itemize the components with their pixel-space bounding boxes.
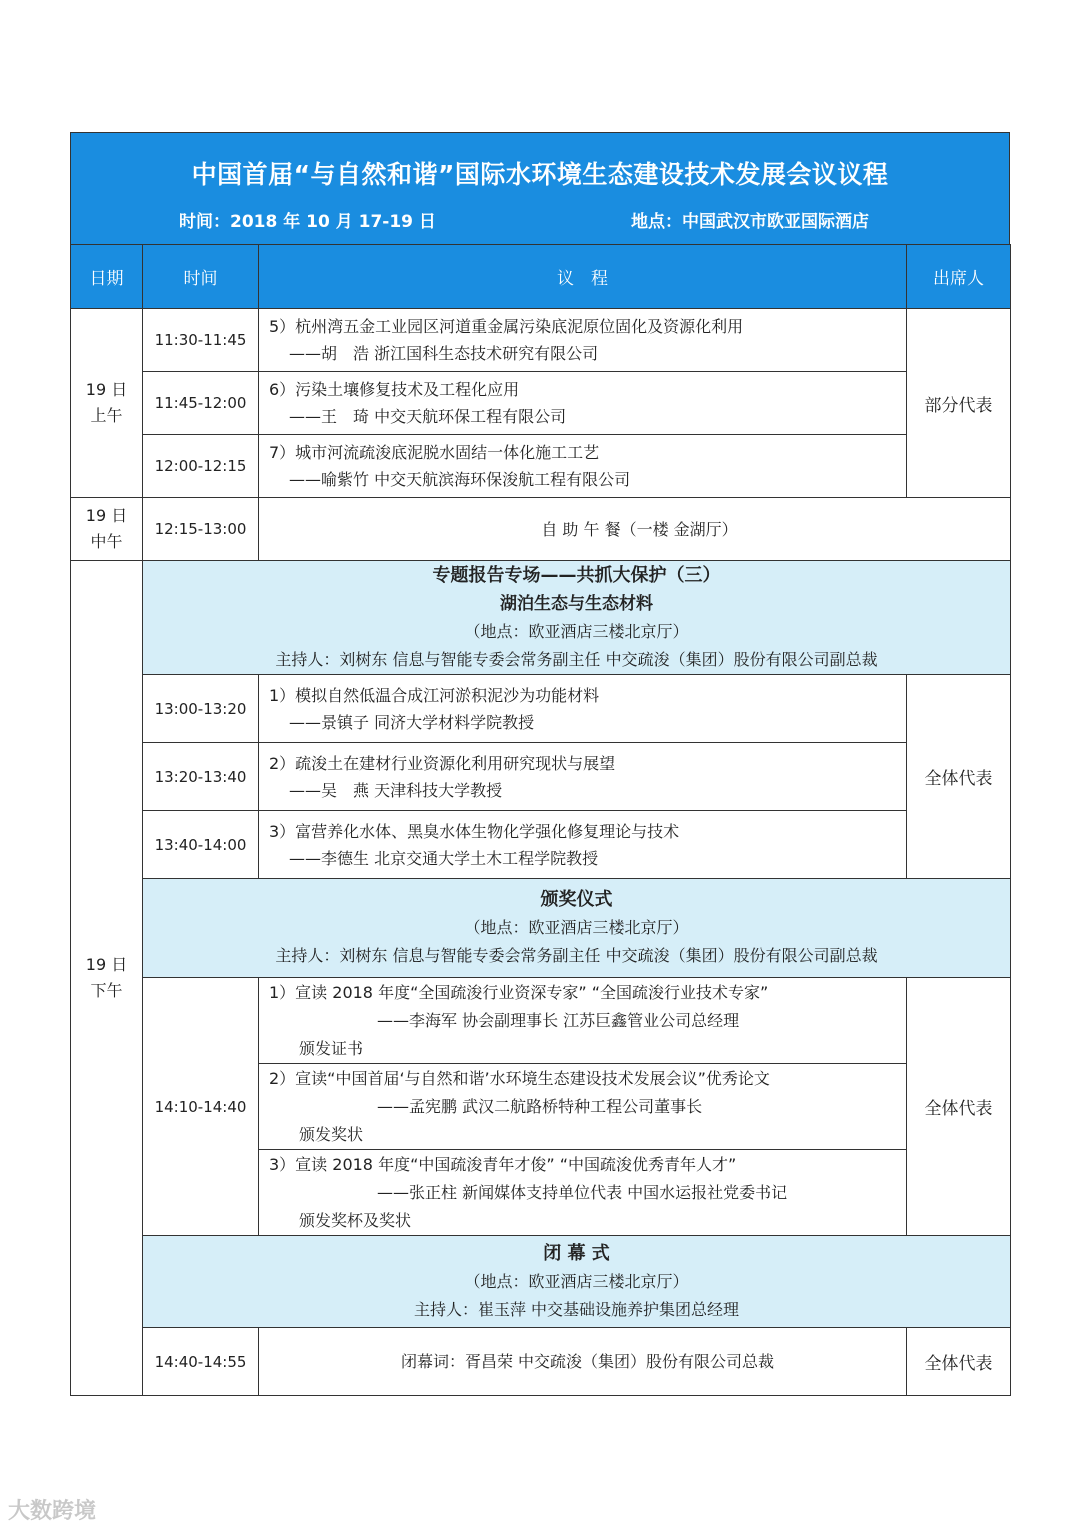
- date-cell-morning: 19 日 上午: [71, 309, 143, 498]
- time-cell: 14:10-14:40: [143, 978, 259, 1236]
- agenda-cell: 1）宣读 2018 年度“全国疏浚行业资深专家” “全国疏浚行业技术专家” ——李海军 协会副理事长 江苏巨鑫管业公司总经理 颁发证书: [259, 978, 907, 1064]
- agenda-cell: 1）模拟自然低温合成江河淤积泥沙为功能材料 ——景镇子 同济大学材料学院教授: [259, 675, 907, 743]
- table-row: [71, 811, 1011, 879]
- time-cell: 13:00-13:20: [143, 675, 259, 743]
- agenda-cell: 2）宣读“中国首届‘与自然和谐’水环境生态建设技术发展会议”优秀论文 ——孟宪鹏 武汉二航路桥特种工程公司董事长 颁发奖状: [259, 1064, 907, 1150]
- attendee-cell: 全体代表: [907, 978, 1011, 1236]
- date-cell-afternoon: 19 日 下午: [71, 561, 143, 1396]
- time-cell: 13:40-14:00: [143, 811, 259, 879]
- col-date: 日期: [71, 245, 143, 309]
- attendee-cell: 全体代表: [907, 675, 1011, 879]
- watermark-logo: 大数跨境: [8, 1499, 97, 1524]
- page-title: 中国首届“与自然和谐”国际水环境生态建设技术发展会议议程: [191, 160, 889, 189]
- session-row: [71, 561, 1011, 675]
- event-time: 时间：2018 年 10 月 17-19 日: [179, 212, 436, 232]
- agenda-cell: 3）宣读 2018 年度“中国疏浚青年才俊” “中国疏浚优秀青年人才” ——张正柱 新闻媒体支持单位代表 中国水运报社党委书记 颁发奖杯及奖状: [259, 1150, 907, 1236]
- col-attendee: 出席人: [907, 245, 1011, 309]
- attendee-cell: 部分代表: [907, 309, 1011, 498]
- header-banner: [70, 132, 1010, 244]
- time-cell: 14:40-14:55: [143, 1328, 259, 1396]
- session-header: 专题报告专场——共抓大保护（三） 湖泊生态与生态材料 （地点：欧亚酒店三楼北京厅） 主持人：刘树东 信息与智能专委会常务副主任 中交疏浚（集团）股份有限公司副总裁: [143, 561, 1011, 675]
- time-cell: 11:45-12:00: [143, 372, 259, 435]
- lunch-cell: 自 助 午 餐（一楼 金湖厅）: [259, 498, 1011, 561]
- attendee-cell: 全体代表: [907, 1328, 1011, 1396]
- table-row: [71, 435, 1011, 498]
- agenda-cell: 2）疏浚土在建材行业资源化利用研究现状与展望 ——吴 燕 天津科技大学教授: [259, 743, 907, 811]
- agenda-cell: 5）杭州湾五金工业园区河道重金属污染底泥原位固化及资源化利用 ——胡 浩 浙江国科生态技术研究有限公司: [259, 309, 907, 372]
- session-header: 颁奖仪式 （地点：欧亚酒店三楼北京厅） 主持人：刘树东 信息与智能专委会常务副主任 中交疏浚（集团）股份有限公司副总裁: [143, 879, 1011, 978]
- table-row: [71, 372, 1011, 435]
- session-row: [71, 879, 1011, 978]
- agenda-cell: 7）城市河流疏浚底泥脱水固结一体化施工工艺 ——喻紫竹 中交天航滨海环保浚航工程有限公司: [259, 435, 907, 498]
- col-time: 时间: [143, 245, 259, 309]
- agenda-sheet: [70, 132, 1010, 1396]
- table-row: [71, 978, 1011, 1064]
- time-cell: 13:20-13:40: [143, 743, 259, 811]
- time-cell: 12:00-12:15: [143, 435, 259, 498]
- col-agenda: 议 程: [259, 245, 907, 309]
- session-header: 闭 幕 式 （地点：欧亚酒店三楼北京厅） 主持人：崔玉萍 中交基础设施养护集团总经理: [143, 1236, 1011, 1328]
- agenda-cell: 6）污染土壤修复技术及工程化应用 ——王 琦 中交天航环保工程有限公司: [259, 372, 907, 435]
- session-row: [71, 1236, 1011, 1328]
- agenda-cell: 3）富营养化水体、黑臭水体生物化学强化修复理论与技术 ——李德生 北京交通大学土木工程学院教授: [259, 811, 907, 879]
- event-place: 地点：中国武汉市欧亚国际酒店: [631, 212, 869, 232]
- table-row: [71, 1328, 1011, 1396]
- header-row: [71, 245, 1011, 309]
- agenda-table: [70, 244, 1011, 1396]
- time-cell: 11:30-11:45: [143, 309, 259, 372]
- time-cell: 12:15-13:00: [143, 498, 259, 561]
- table-row: [71, 309, 1011, 372]
- table-row: [71, 498, 1011, 561]
- table-row: [71, 675, 1011, 743]
- date-cell-noon: 19 日 中午: [71, 498, 143, 561]
- table-row: [71, 743, 1011, 811]
- agenda-cell: 闭幕词：胥昌荣 中交疏浚（集团）股份有限公司总裁: [259, 1328, 907, 1396]
